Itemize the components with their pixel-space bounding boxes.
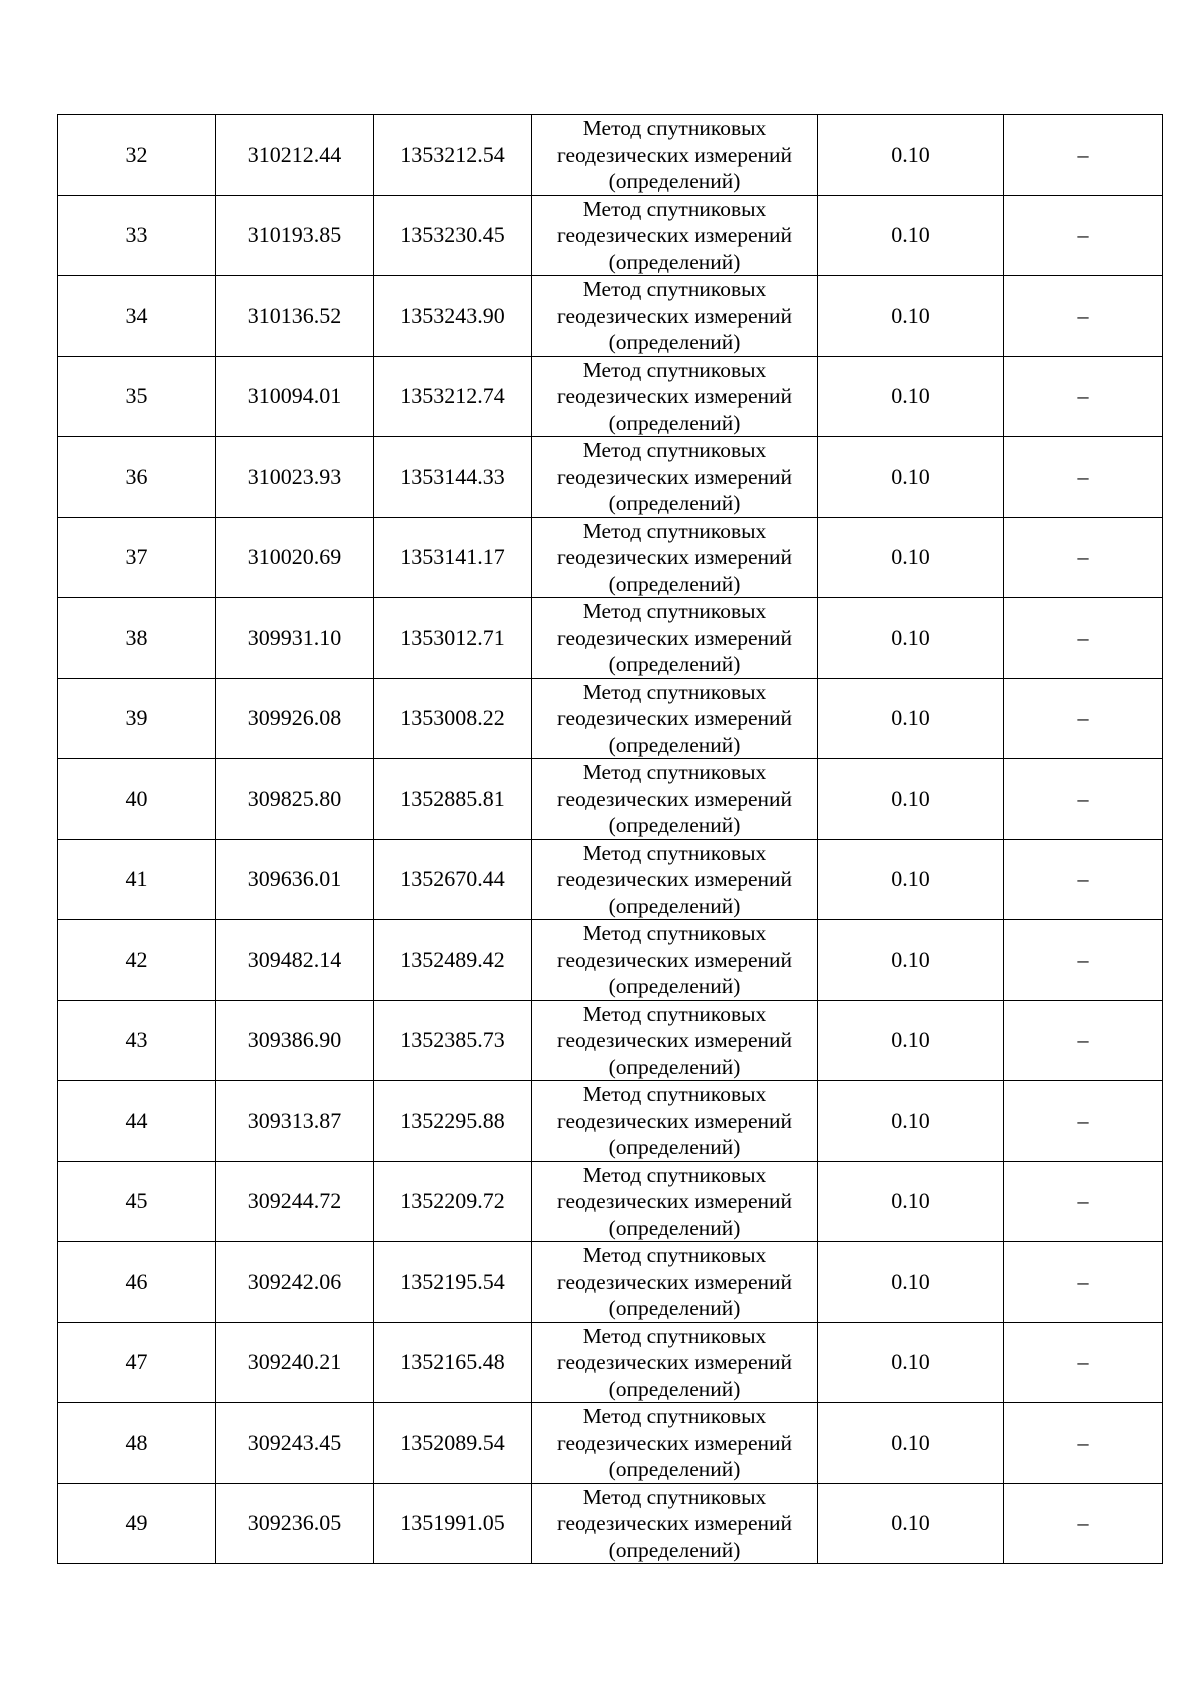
- point-number: 45: [58, 1161, 216, 1242]
- description-cell: –: [1004, 759, 1163, 840]
- table-row: [58, 1322, 1163, 1403]
- coord-x: 309931.10: [216, 598, 374, 679]
- method-cell: Метод спутниковых геодезических измерений (определений): [532, 437, 818, 518]
- accuracy-cell: 0.10: [818, 678, 1004, 759]
- description-cell: –: [1004, 920, 1163, 1001]
- table-row: [58, 437, 1163, 518]
- coord-x: 309242.06: [216, 1242, 374, 1323]
- accuracy-cell: 0.10: [818, 920, 1004, 1001]
- table-row: [58, 1242, 1163, 1323]
- coord-y: 1352295.88: [374, 1081, 532, 1162]
- coord-y: 1353230.45: [374, 195, 532, 276]
- coord-y: 1353212.54: [374, 115, 532, 196]
- coord-x: 310094.01: [216, 356, 374, 437]
- accuracy-cell: 0.10: [818, 356, 1004, 437]
- method-cell: Метод спутниковых геодезических измерений (определений): [532, 517, 818, 598]
- coord-x: 309636.01: [216, 839, 374, 920]
- method-cell: Метод спутниковых геодезических измерений (определений): [532, 115, 818, 196]
- method-cell: Метод спутниковых геодезических измерений (определений): [532, 276, 818, 357]
- description-cell: –: [1004, 517, 1163, 598]
- table-row: [58, 920, 1163, 1001]
- point-number: 49: [58, 1483, 216, 1564]
- method-cell: Метод спутниковых геодезических измерений (определений): [532, 356, 818, 437]
- method-cell: Метод спутниковых геодезических измерений (определений): [532, 1081, 818, 1162]
- table-row: [58, 1403, 1163, 1484]
- coord-x: 309240.21: [216, 1322, 374, 1403]
- coord-y: 1353012.71: [374, 598, 532, 679]
- accuracy-cell: 0.10: [818, 195, 1004, 276]
- coordinates-table: [57, 114, 1163, 1564]
- method-cell: Метод спутниковых геодезических измерений (определений): [532, 195, 818, 276]
- point-number: 39: [58, 678, 216, 759]
- description-cell: –: [1004, 1161, 1163, 1242]
- coord-y: 1352209.72: [374, 1161, 532, 1242]
- accuracy-cell: 0.10: [818, 1081, 1004, 1162]
- description-cell: –: [1004, 1081, 1163, 1162]
- description-cell: –: [1004, 1000, 1163, 1081]
- accuracy-cell: 0.10: [818, 1483, 1004, 1564]
- point-number: 43: [58, 1000, 216, 1081]
- coord-y: 1353008.22: [374, 678, 532, 759]
- coord-x: 309482.14: [216, 920, 374, 1001]
- description-cell: –: [1004, 1242, 1163, 1323]
- method-cell: Метод спутниковых геодезических измерений (определений): [532, 759, 818, 840]
- description-cell: –: [1004, 1483, 1163, 1564]
- point-number: 41: [58, 839, 216, 920]
- coord-x: 310136.52: [216, 276, 374, 357]
- accuracy-cell: 0.10: [818, 276, 1004, 357]
- accuracy-cell: 0.10: [818, 1242, 1004, 1323]
- point-number: 48: [58, 1403, 216, 1484]
- coord-x: 309825.80: [216, 759, 374, 840]
- point-number: 47: [58, 1322, 216, 1403]
- description-cell: –: [1004, 678, 1163, 759]
- coord-x: 309313.87: [216, 1081, 374, 1162]
- table-row: [58, 759, 1163, 840]
- description-cell: –: [1004, 276, 1163, 357]
- accuracy-cell: 0.10: [818, 598, 1004, 679]
- coord-y: 1351991.05: [374, 1483, 532, 1564]
- accuracy-cell: 0.10: [818, 437, 1004, 518]
- coord-y: 1353144.33: [374, 437, 532, 518]
- description-cell: –: [1004, 195, 1163, 276]
- point-number: 33: [58, 195, 216, 276]
- method-cell: Метод спутниковых геодезических измерений (определений): [532, 920, 818, 1001]
- coord-x: 310020.69: [216, 517, 374, 598]
- coord-x: 310023.93: [216, 437, 374, 518]
- description-cell: –: [1004, 437, 1163, 518]
- method-cell: Метод спутниковых геодезических измерений (определений): [532, 1322, 818, 1403]
- table-row: [58, 195, 1163, 276]
- coord-x: 310212.44: [216, 115, 374, 196]
- accuracy-cell: 0.10: [818, 1403, 1004, 1484]
- accuracy-cell: 0.10: [818, 115, 1004, 196]
- coord-y: 1352885.81: [374, 759, 532, 840]
- point-number: 37: [58, 517, 216, 598]
- method-cell: Метод спутниковых геодезических измерений (определений): [532, 1161, 818, 1242]
- description-cell: –: [1004, 1403, 1163, 1484]
- coord-y: 1353243.90: [374, 276, 532, 357]
- table-row: [58, 276, 1163, 357]
- method-cell: Метод спутниковых геодезических измерений (определений): [532, 1403, 818, 1484]
- coord-x: 310193.85: [216, 195, 374, 276]
- table-row: [58, 1081, 1163, 1162]
- coord-y: 1352089.54: [374, 1403, 532, 1484]
- coord-y: 1353141.17: [374, 517, 532, 598]
- method-cell: Метод спутниковых геодезических измерений (определений): [532, 839, 818, 920]
- point-number: 36: [58, 437, 216, 518]
- table-row: [58, 1000, 1163, 1081]
- description-cell: –: [1004, 1322, 1163, 1403]
- point-number: 35: [58, 356, 216, 437]
- point-number: 40: [58, 759, 216, 840]
- coordinates-table-body: [58, 115, 1163, 1564]
- coord-y: 1352385.73: [374, 1000, 532, 1081]
- method-cell: Метод спутниковых геодезических измерений (определений): [532, 598, 818, 679]
- description-cell: –: [1004, 598, 1163, 679]
- table-row: [58, 598, 1163, 679]
- accuracy-cell: 0.10: [818, 759, 1004, 840]
- table-row: [58, 115, 1163, 196]
- table-row: [58, 517, 1163, 598]
- point-number: 34: [58, 276, 216, 357]
- coord-y: 1353212.74: [374, 356, 532, 437]
- accuracy-cell: 0.10: [818, 1000, 1004, 1081]
- point-number: 46: [58, 1242, 216, 1323]
- accuracy-cell: 0.10: [818, 1322, 1004, 1403]
- table-row: [58, 1161, 1163, 1242]
- coord-x: 309386.90: [216, 1000, 374, 1081]
- method-cell: Метод спутниковых геодезических измерений (определений): [532, 678, 818, 759]
- method-cell: Метод спутниковых геодезических измерений (определений): [532, 1242, 818, 1323]
- coord-x: 309244.72: [216, 1161, 374, 1242]
- accuracy-cell: 0.10: [818, 839, 1004, 920]
- coord-x: 309236.05: [216, 1483, 374, 1564]
- accuracy-cell: 0.10: [818, 517, 1004, 598]
- description-cell: –: [1004, 839, 1163, 920]
- table-row: [58, 356, 1163, 437]
- coord-y: 1352195.54: [374, 1242, 532, 1323]
- table-row: [58, 678, 1163, 759]
- method-cell: Метод спутниковых геодезических измерений (определений): [532, 1000, 818, 1081]
- description-cell: –: [1004, 115, 1163, 196]
- table-row: [58, 839, 1163, 920]
- point-number: 42: [58, 920, 216, 1001]
- point-number: 44: [58, 1081, 216, 1162]
- coord-y: 1352165.48: [374, 1322, 532, 1403]
- accuracy-cell: 0.10: [818, 1161, 1004, 1242]
- point-number: 32: [58, 115, 216, 196]
- method-cell: Метод спутниковых геодезических измерений (определений): [532, 1483, 818, 1564]
- description-cell: –: [1004, 356, 1163, 437]
- coord-y: 1352670.44: [374, 839, 532, 920]
- point-number: 38: [58, 598, 216, 679]
- table-row: [58, 1483, 1163, 1564]
- coord-x: 309926.08: [216, 678, 374, 759]
- coord-x: 309243.45: [216, 1403, 374, 1484]
- coord-y: 1352489.42: [374, 920, 532, 1001]
